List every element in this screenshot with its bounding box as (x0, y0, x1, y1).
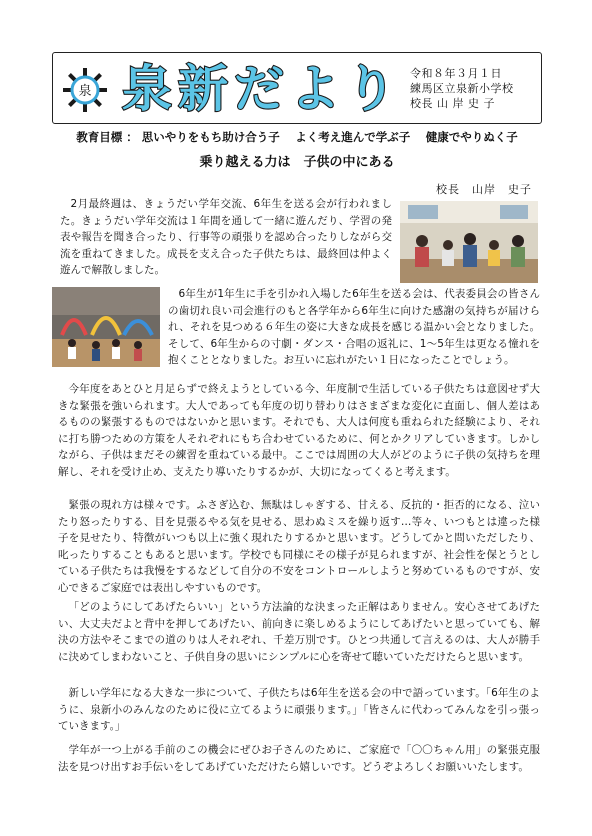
paragraph-2: 6年生が1年生に手を引かれ入場した6年生を送る会は、代表委員会の皆さんの歯切れ良い司会進行のもと各学年から6年生に向けた感謝の気持ちが届けられ、それを見つめる６年生の姿に大きな成長を感じる温かい会となりました。そして、6年生からの寸劇・ダンス・合唱の返礼に、1～5年生は更なる憧れを抱くこととなりました。お互いに忘れがたい１日になったことでしょう。 (168, 288, 540, 366)
school-emblem-logo (63, 68, 107, 112)
svg-text:泉: 泉 (78, 84, 92, 99)
paragraph-1: 2月最終週は、きょうだい学年交流、6年生を送る会が行われました。きょうだい学年交流は１年間を通して一緒に遊んだり、学習の発表や報告を聞き合ったり、行事等の頑張りを認め合ったりしながら交流を重ねてきました。成長を支え合った子供たちは、最終回は仲よく遊んで解散しました。 (60, 198, 392, 276)
article-headline: 乗り越える力は 子供の中にある (199, 155, 395, 170)
issue-date: 令和８年３月１日 (410, 67, 502, 80)
paragraph-4: 緊張の現れ方は様々です。ふさぎ込む、無駄はしゃぎする、甘える、反抗的・拒否的になる、泣いたり怒ったりする、目を見張るやる気を見せる、思わぬミスを繰り返す…等々、いつもとは違った様子を見せたり、特徴がいつも以上に強く現れたりするかと思います。どうしてかと問いただしたり、叱ったりすることもあると思います。学校でも同様にその様子が見られますが、社会性を保とうとしている子供たちは我慢をするなどして自分の不安をコントロールしようと努めているものですが、安心できるご家庭では表出しやすいものです。 (58, 499, 540, 594)
school-name: 練馬区立泉新小学校 (410, 82, 514, 95)
photo-sibling-grade-exchange (400, 201, 538, 283)
principal-line: 校長 山 岸 史 子 (410, 97, 495, 110)
paragraph-7: 学年が一つ上がる手前のこの機会にぜひお子さんのために、ご家庭で「〇〇ちゃん用」の緊張克服法を見つけ出すお手伝いをしてあげていただけたら嬉しいです。どうぞよろしくお願いいたします。 (58, 744, 540, 773)
paragraph-5: 「どのようにしてあげたらいい」という方法論的な決まった正解はありません。安心させてあげたい、大丈夫だよと背中を押してあげたい、前向きに楽しめるようにしてあげたいと思っていても、解決の方法やそこまでの道のりは人それぞれ、千差万別です。ひとつ共通して言えるのは、大人が勝手に決めてしまわないこと、子供自身の思いにシンプルに心を寄せて聴いていただけたらと思います。 (58, 601, 540, 663)
article-signature: 校長 山岸 史子 (436, 183, 532, 196)
education-goals: 教育目標 ： 思いやりをもち助け合う子 よく考え進んで学ぶ子 健康でやりぬく子 (76, 130, 518, 144)
issue-meta (410, 66, 514, 111)
newsletter-title (118, 58, 408, 114)
photo-farewell-party (52, 287, 160, 367)
svg-text:泉新だより: 泉新だより (122, 60, 402, 114)
paragraph-6: 新しい学年になる大きな一歩について、子供たちは6年生を送る会の中で語っています。「6年生のように、泉新小のみんなのために役に立てるように頑張ります。」「皆さんに代わってみんなを引っ張っていきます。」 (58, 687, 540, 732)
paragraph-3: 今年度をあとひと月足らずで終えようとしている今、年度制で生活している子供たちは意図せず大きな緊張を強いられます。大人であっても年度の切り替わりはさまざまな変化に直面し、個人差はあるものの緊張するものではないかと思います。それでも、大人は何度も重ねられた経験により、それに打ち勝つための方策を人それぞれにもち合わせているために、何とかクリアしていきます。しかしながら、子供はまだその練習を重ねている最中。ここでは周囲の大人がどのように子供の気持ちを理解し、それを受け止め、支えたり導いたりするかが、大切になってくると考えます。 (58, 383, 540, 478)
